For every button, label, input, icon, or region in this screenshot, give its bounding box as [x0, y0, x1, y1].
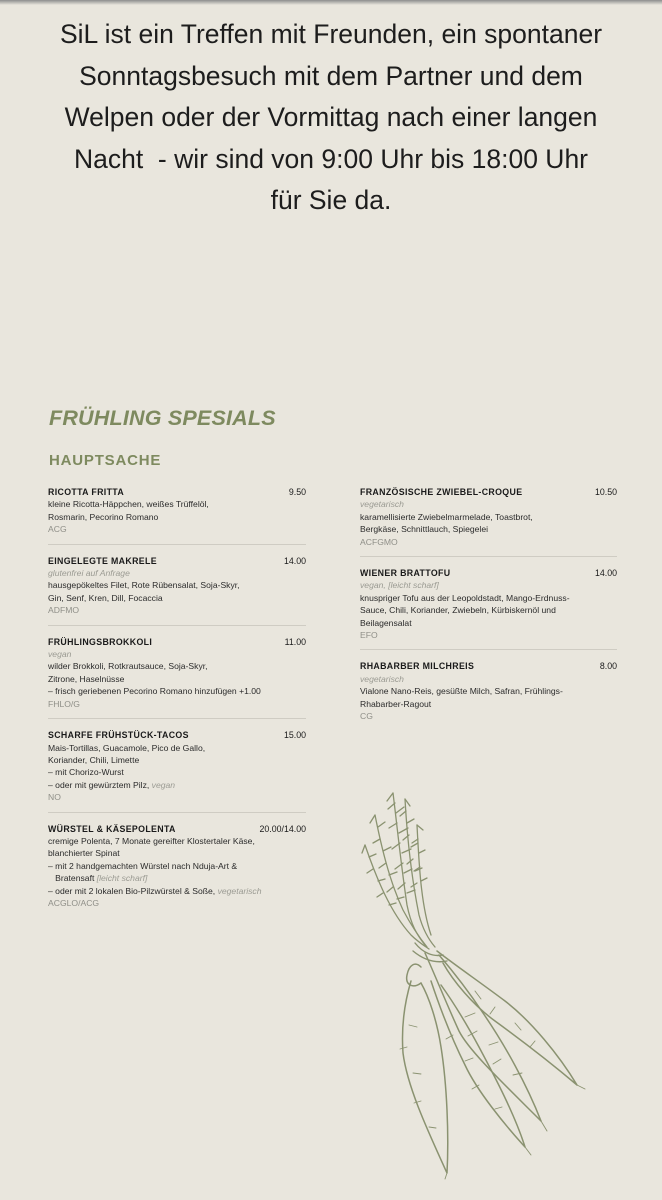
item-name: SCHARFE FRÜHSTÜCK-TACOS [48, 730, 189, 741]
item-option [48, 885, 306, 897]
diet-tag: vegan, [leicht scharf] [360, 580, 439, 591]
diet-tag: vegetarisch [360, 499, 404, 510]
allergen-codes: NO [48, 792, 61, 803]
item-name: FRANZÖSISCHE ZWIEBEL-CROQUE [360, 487, 523, 497]
diet-tag: glutenfrei auf Anfrage [48, 568, 130, 579]
divider [360, 556, 617, 557]
menu-item-wuerstel-kaesepolenta [48, 823, 306, 910]
diet-tag: vegetarisch [217, 885, 262, 896]
item-option: – mit Chorizo-Wurst [48, 767, 124, 778]
item-description: Rhabarber-Ragout [360, 698, 432, 709]
item-price: 10.50 [594, 487, 617, 497]
item-name: WIENER BRATTOFU [360, 568, 451, 579]
item-description: Vialone Nano-Reis, gesüßte Milch, Safran, Frühlings- [360, 686, 563, 697]
item-price: 8.00 [599, 661, 617, 672]
item-description: Gin, Senf, Kren, Dill, Focaccia [48, 592, 163, 603]
item-description: blanchierter Spinat [48, 848, 120, 859]
menu-column-right [360, 486, 617, 723]
item-option-text: – oder mit gewürztem Pilz, [48, 779, 152, 790]
item-description: Bergkäse, Schnittlauch, Spiegelei [360, 524, 489, 535]
item-price: 11.00 [284, 636, 306, 647]
divider [360, 649, 617, 650]
item-name: EINGELEGTE MAKRELE [48, 555, 157, 566]
menu-item-fruehlingsbrokkoli [48, 636, 306, 710]
item-description: Koriander, Chili, Limette [48, 754, 140, 765]
allergen-codes: ACFGMO [360, 536, 398, 547]
item-option-text: – oder mit 2 lokalen Bio-Pilzwürstel & Soße, [48, 885, 218, 896]
item-description: Mais-Tortillas, Guacamole, Pico de Gallo, [48, 742, 206, 753]
item-name: WÜRSTEL & KÄSEPOLENTA [48, 823, 176, 834]
item-description: Zitrone, Haselnüsse [48, 673, 125, 684]
item-option: – frisch geriebenen Pecorino Romano hinzufügen +1.00 [48, 686, 261, 697]
item-description: kleine Ricotta-Häppchen, weißes Trüffelöl, [48, 499, 209, 510]
diet-tag: vegan [151, 779, 176, 790]
allergen-codes: ACGLO/ACG [48, 897, 100, 908]
divider [48, 544, 306, 545]
intro-text [20, 14, 642, 222]
allergen-codes: ADFMO [48, 605, 80, 616]
menu-item-rhabarber-milchreis [360, 660, 617, 722]
item-option [48, 779, 306, 791]
menu-item-scharfe-fruehstueck-tacos [48, 729, 306, 803]
allergen-codes: EFO [360, 630, 378, 641]
divider [48, 718, 306, 719]
item-description: Rosmarin, Pecorino Romano [48, 511, 159, 522]
item-price: 20.00/14.00 [259, 823, 306, 834]
menu-title: FRÜHLING SPESIALS [49, 406, 276, 430]
item-option: – mit 2 handgemachten Würstel nach Nduja-Art & [48, 860, 238, 871]
allergen-codes: FHLO/G [48, 698, 80, 709]
item-description: hausgepökeltes Filet, Rote Rübensalat, Soja-Skyr, [48, 580, 240, 591]
item-description: wilder Brokkoli, Rotkrautsauce, Soja-Skyr, [48, 661, 208, 672]
item-description: Sauce, Chili, Koriander, Zwiebeln, Kürbiskernöl und [360, 605, 556, 616]
item-description: cremige Polenta, 7 Monate gereifter Klostertaler Käse, [48, 835, 255, 846]
item-description: karamellisierte Zwiebelmarmelade, Toastbrot, [360, 511, 533, 522]
menu-column-left [48, 486, 306, 909]
item-option [48, 872, 306, 884]
intro-line: SiL ist ein Treffen mit Freunden, ein spontaner [59, 19, 603, 49]
intro-line: Sonntagsbesuch mit dem Partner und dem [79, 60, 583, 91]
top-edge [0, 0, 662, 5]
menu-item-wiener-brattofu [360, 567, 617, 641]
item-price: 14.00 [594, 568, 617, 579]
item-price: 14.00 [283, 555, 306, 566]
section-heading: HAUPTSACHE [49, 452, 162, 469]
carrot-bunch-icon [355, 785, 590, 1180]
menu-item-franzoesische-zwiebel-croque [360, 486, 617, 548]
menu-item-eingelegte-makrele [48, 555, 306, 617]
item-price: 9.50 [288, 487, 306, 497]
divider [48, 625, 306, 626]
allergen-codes: ACG [48, 524, 67, 535]
item-description: knuspriger Tofu aus der Leopoldstadt, Mango-Erdnuss- [360, 592, 570, 603]
spice-tag: [leicht scharf] [96, 873, 148, 884]
intro-line: Nacht - wir sind von 9:00 Uhr bis 18:00 Uhr [73, 143, 589, 174]
intro-line: für Sie da. [270, 185, 392, 215]
item-name: RHABARBER MILCHREIS [360, 661, 475, 672]
diet-tag: vegetarisch [360, 673, 404, 684]
item-name: RICOTTA FRITTA [48, 487, 125, 497]
intro-line: Welpen oder der Vormittag nach einer langen [64, 102, 598, 132]
item-price: 15.00 [283, 730, 306, 741]
divider [48, 812, 306, 813]
menu-item-ricotta-fritta [48, 486, 306, 536]
allergen-codes: CG [360, 711, 373, 722]
item-description: Beilagensalat [360, 617, 412, 628]
diet-tag: vegan [48, 649, 72, 660]
item-option-text: Bratensaft [55, 873, 97, 884]
item-name: FRÜHLINGSBROKKOLI [48, 636, 153, 647]
